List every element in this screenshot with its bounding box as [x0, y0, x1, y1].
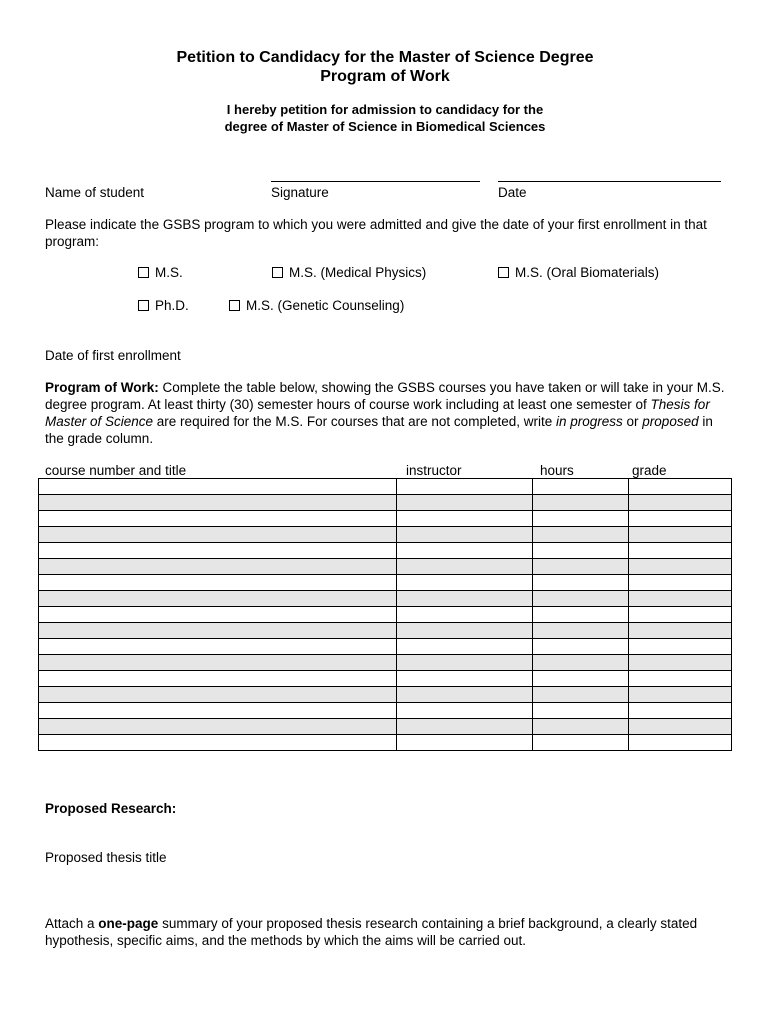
cell-grade[interactable] — [629, 687, 732, 703]
cell-hours[interactable] — [533, 735, 629, 751]
cell-grade[interactable] — [629, 479, 732, 495]
table-row — [39, 495, 732, 511]
cell-grade[interactable] — [629, 719, 732, 735]
program-prompt: Please indicate the GSBS program to which you were admitted and give the date of your first enrollment in that program: — [45, 217, 707, 249]
attach-summary-instructions — [45, 915, 735, 949]
cell-instructor[interactable] — [397, 735, 533, 751]
cell-instructor[interactable] — [397, 543, 533, 559]
cell-hours[interactable] — [533, 639, 629, 655]
cell-hours[interactable] — [533, 511, 629, 527]
column-header-course: course number and title — [45, 463, 187, 478]
option-ms-oral-biomaterials-label: M.S. (Oral Biomaterials) — [515, 265, 660, 280]
table-row — [39, 623, 732, 639]
cell-hours[interactable] — [533, 559, 629, 575]
proposed-research-heading: Proposed Research: — [45, 801, 177, 816]
table-row — [39, 559, 732, 575]
cell-course[interactable] — [39, 559, 397, 575]
cell-course[interactable] — [39, 671, 397, 687]
signature-line[interactable] — [271, 181, 480, 182]
in-progress-term: in progress — [555, 414, 623, 429]
cell-instructor[interactable] — [397, 639, 533, 655]
checkbox-ms[interactable] — [138, 267, 149, 278]
table-row — [39, 607, 732, 623]
cell-instructor[interactable] — [397, 607, 533, 623]
cell-grade[interactable] — [629, 559, 732, 575]
cell-grade[interactable] — [629, 511, 732, 527]
cell-instructor[interactable] — [397, 719, 533, 735]
option-ms-oral-biomaterials[interactable] — [498, 265, 659, 280]
cell-course[interactable] — [39, 511, 397, 527]
pow-text-3: or — [622, 414, 643, 429]
cell-grade[interactable] — [629, 703, 732, 719]
cell-grade[interactable] — [629, 527, 732, 543]
proposed-term: proposed — [642, 414, 699, 429]
cell-grade[interactable] — [629, 655, 732, 671]
cell-hours[interactable] — [533, 527, 629, 543]
date-label: Date — [498, 185, 527, 200]
cell-hours[interactable] — [533, 687, 629, 703]
date-of-first-enrollment-label: Date of first enrollment — [45, 348, 181, 363]
page-title: Petition to Candidacy for the Master of Science Degree — [176, 49, 594, 66]
pow-text-1: Complete the table below, showing the GSBS courses you have taken or will take in your M.S. degree program. At least thirty (30) semester hours of course work including at least one semester of — [45, 380, 725, 412]
pow-text-2: are required for the M.S. For courses that are not completed, write — [153, 414, 556, 429]
program-of-work-instructions — [45, 379, 735, 447]
column-header-instructor: instructor — [406, 463, 462, 478]
cell-grade[interactable] — [629, 671, 732, 687]
table-row — [39, 639, 732, 655]
name-of-student-label: Name of student — [45, 185, 145, 200]
table-row — [39, 735, 732, 751]
cell-course[interactable] — [39, 719, 397, 735]
option-ms-genetic-counseling[interactable] — [229, 298, 404, 313]
cell-course[interactable] — [39, 703, 397, 719]
option-ms-genetic-counseling-label: M.S. (Genetic Counseling) — [246, 298, 405, 313]
cell-hours[interactable] — [533, 623, 629, 639]
cell-grade[interactable] — [629, 623, 732, 639]
cell-grade[interactable] — [629, 735, 732, 751]
table-row — [39, 543, 732, 559]
cell-instructor[interactable] — [397, 527, 533, 543]
cell-course[interactable] — [39, 687, 397, 703]
option-ms-medical-physics-label: M.S. (Medical Physics) — [289, 265, 427, 280]
table-row — [39, 671, 732, 687]
table-row — [39, 703, 732, 719]
cell-course[interactable] — [39, 607, 397, 623]
attach-text-2: summary of your proposed thesis research containing a brief background, a clearly stated hypothesis, specific aims, and the methods by which the aims will be carried out. — [45, 916, 698, 948]
table-row — [39, 687, 732, 703]
pow-text-4: in the grade column. — [45, 414, 713, 446]
table-row — [39, 591, 732, 607]
signature-label: Signature — [271, 185, 329, 200]
cell-course[interactable] — [39, 479, 397, 495]
cell-grade[interactable] — [629, 607, 732, 623]
checkbox-ms-genetic-counseling[interactable] — [229, 300, 240, 311]
cell-instructor[interactable] — [397, 559, 533, 575]
cell-course[interactable] — [39, 639, 397, 655]
cell-course[interactable] — [39, 575, 397, 591]
checkbox-ms-oral-biomaterials[interactable] — [498, 267, 509, 278]
table-row — [39, 527, 732, 543]
cell-grade[interactable] — [629, 543, 732, 559]
table-row — [39, 511, 732, 527]
cell-course[interactable] — [39, 591, 397, 607]
column-header-hours: hours — [540, 463, 574, 478]
table-row — [39, 479, 732, 495]
cell-instructor[interactable] — [397, 511, 533, 527]
cell-instructor[interactable] — [397, 495, 533, 511]
cell-hours[interactable] — [533, 703, 629, 719]
proposed-thesis-title-label: Proposed thesis title — [45, 850, 167, 865]
cell-course[interactable] — [39, 543, 397, 559]
cell-hours[interactable] — [533, 655, 629, 671]
cell-course[interactable] — [39, 655, 397, 671]
option-ms[interactable] — [138, 265, 183, 280]
table-row — [39, 575, 732, 591]
cell-grade[interactable] — [629, 495, 732, 511]
program-of-work-table — [38, 478, 732, 751]
petition-statement-line1: I hereby petition for admission to candidacy for the — [226, 102, 544, 117]
cell-instructor[interactable] — [397, 479, 533, 495]
date-line[interactable] — [498, 181, 721, 182]
column-header-grade: grade — [632, 463, 667, 478]
cell-instructor[interactable] — [397, 655, 533, 671]
cell-grade[interactable] — [629, 639, 732, 655]
cell-grade[interactable] — [629, 591, 732, 607]
option-ms-label: M.S. — [155, 265, 183, 280]
cell-instructor[interactable] — [397, 575, 533, 591]
option-phd-label: Ph.D. — [155, 298, 189, 313]
cell-instructor[interactable] — [397, 671, 533, 687]
cell-course[interactable] — [39, 623, 397, 639]
cell-hours[interactable] — [533, 479, 629, 495]
checkbox-ms-medical-physics[interactable] — [272, 267, 283, 278]
attach-text-1: Attach a — [45, 916, 99, 931]
thesis-course-name: Thesis for Master of Science — [45, 397, 710, 429]
page-subtitle: Program of Work — [320, 68, 450, 85]
cell-instructor[interactable] — [397, 623, 533, 639]
program-of-work-heading: Program of Work: — [45, 380, 159, 395]
checkbox-phd[interactable] — [138, 300, 149, 311]
petition-statement-line2: degree of Master of Science in Biomedical Sciences — [224, 119, 546, 134]
cell-hours[interactable] — [533, 543, 629, 559]
option-phd[interactable] — [138, 298, 189, 313]
cell-instructor[interactable] — [397, 703, 533, 719]
cell-instructor[interactable] — [397, 687, 533, 703]
table-row — [39, 719, 732, 735]
one-page-term: one-page — [98, 916, 159, 931]
cell-grade[interactable] — [629, 575, 732, 591]
cell-hours[interactable] — [533, 607, 629, 623]
cell-hours[interactable] — [533, 671, 629, 687]
cell-course[interactable] — [39, 495, 397, 511]
cell-course[interactable] — [39, 735, 397, 751]
cell-hours[interactable] — [533, 719, 629, 735]
cell-instructor[interactable] — [397, 591, 533, 607]
cell-course[interactable] — [39, 527, 397, 543]
cell-hours[interactable] — [533, 575, 629, 591]
table-row — [39, 655, 732, 671]
cell-hours[interactable] — [533, 591, 629, 607]
option-ms-medical-physics[interactable] — [272, 265, 426, 280]
cell-hours[interactable] — [533, 495, 629, 511]
